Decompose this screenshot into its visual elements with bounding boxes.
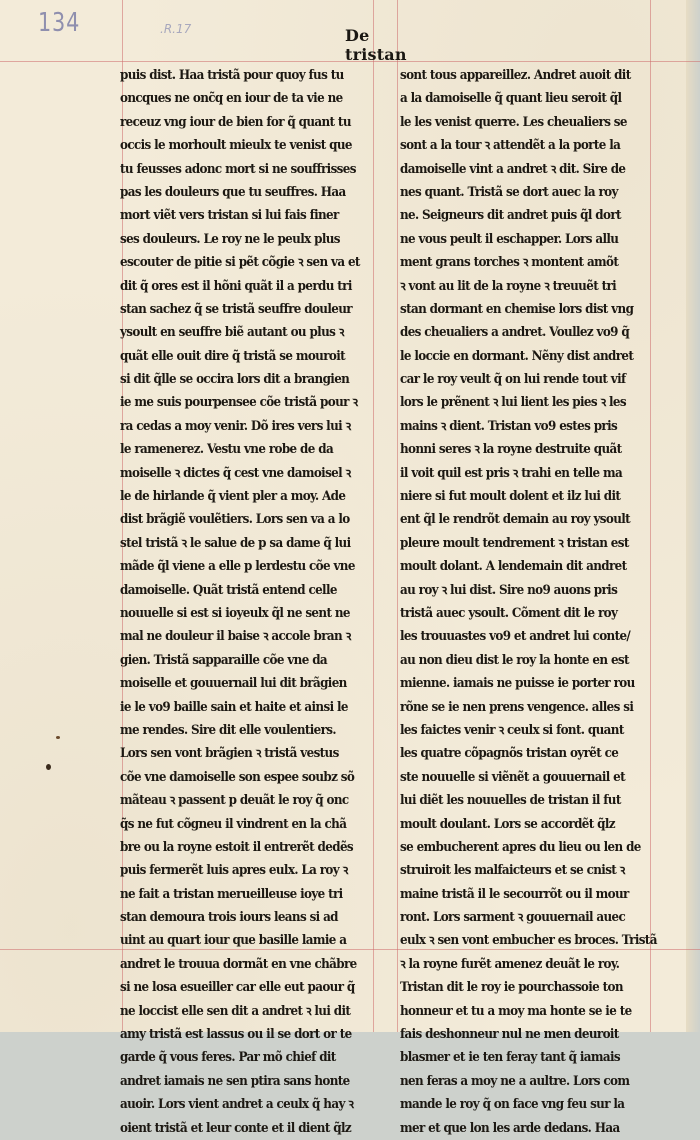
text-line: ꝛ la royne furẽt amenez deuãt le roy.: [400, 956, 620, 972]
text-line: ra cedas a moy venir. Dõ ires vers lui ꝛ: [120, 418, 351, 434]
text-line: Lors sen vont brãgien ꝛ tristã vestus: [120, 746, 339, 762]
text-line: ste nouuelle si viẽnẽt a gouuernail et: [400, 769, 626, 785]
text-line: ne fait a tristan merueilleuse ioye tri: [120, 886, 343, 902]
text-line: ne loccist elle sen dit a andret ꝛ lui dit: [120, 1003, 351, 1019]
text-line: damoiselle vint a andret ꝛ dit. Sire de: [400, 161, 626, 177]
text-line: honni seres ꝛ la royne destruite quãt: [400, 442, 622, 458]
text-line: dit q̃ ores est il hõni quãt il a perdu tri: [120, 278, 352, 294]
text-line: nouuelle si est si ioyeulx q̃l ne sent ne: [120, 605, 350, 621]
text-line: puis fermerẽt luis apres eulx. La roy ꝛ: [120, 863, 348, 879]
text-line: moiselle et gouuernail lui dit brãgien: [120, 676, 347, 692]
text-column-left: [120, 64, 375, 1140]
text-line: pas les douleurs que tu seuffres. Haa: [120, 184, 346, 200]
text-line: le de hirlande q̃ vient pler a moy. Ade: [120, 489, 346, 505]
text-line: nen feras a moy ne a aultre. Lors com: [400, 1073, 630, 1089]
text-line: struiroit les malfaicteurs et se cnist ꝛ: [400, 863, 625, 879]
text-line: mienne. iamais ne puisse ie porter rou: [400, 676, 635, 692]
rule-right-column-start: [397, 0, 398, 1032]
text-line: me rendes. Sire dit elle voulentiers.: [120, 722, 336, 738]
text-line: a la damoiselle q̃ quant lieu seroit q̃l: [400, 91, 622, 107]
text-line: pleure moult tendrement ꝛ tristan est: [400, 535, 629, 551]
text-line: puis dist. Haa tristã pour quoy fus tu: [120, 68, 344, 83]
text-line: ront. Lors sarment ꝛ gouuernail auec: [400, 910, 626, 926]
text-line: il voit quil est pris ꝛ trahi en telle ma: [400, 465, 623, 481]
text-line: stan demoura trois iours leans si ad: [120, 910, 338, 926]
text-line: ie me suis pourpensee cõe tristã pour ꝛ: [120, 395, 358, 411]
text-line: bre ou la royne estoit il entrerẽt dedẽs: [120, 839, 354, 855]
text-line: les faictes venir ꝛ ceulx si font. quant: [400, 722, 624, 738]
text-line: sont a la tour ꝛ attendẽt a la porte la: [400, 138, 621, 154]
text-line: au roy ꝛ lui dist. Sire no9 auons pris: [400, 582, 618, 598]
folio-number: 134: [38, 8, 81, 38]
text-line: mains ꝛ dient. Tristan vo9 estes pris: [400, 418, 618, 434]
text-line: gien. Tristã sapparaille cõe vne da: [120, 652, 328, 668]
text-line: les trouuastes vo9 et andret lui conte/: [400, 629, 631, 645]
text-line: honneur et tu a moy ma honte se ie te: [400, 1003, 632, 1019]
text-line: mal ne douleur il baise ꝛ accole bran ꝛ: [120, 629, 351, 645]
text-line: si ne losa esueiller car elle eut paour q̃: [120, 980, 355, 996]
text-line: rõne se ie nen prens vengence. alles si: [400, 699, 634, 715]
text-line: maine tristã il le secourrõt ou il mour: [400, 886, 629, 902]
ink-blot: [46, 764, 51, 770]
text-line: Tristan dit le roy ie pourchassoie ton: [400, 980, 623, 996]
text-line: les quatre cõpagnõs tristan oyrẽt ce: [400, 746, 619, 762]
running-head: De tristan: [345, 26, 407, 64]
text-line: eulx ꝛ sen vont embucher es broces. Tristã: [400, 933, 657, 949]
text-line: moult dolant. A lendemain dit andret: [400, 559, 627, 575]
text-line: amy tristã est lassus ou il se dort or te: [120, 1027, 352, 1043]
text-line: blasmer et ie ten feray tant q̃ iamais: [400, 1050, 620, 1066]
text-line: le loccie en dormant. Nẽny dist andret: [400, 348, 634, 364]
text-line: oncques ne onc̃q en iour de ta vie ne: [120, 91, 343, 107]
text-line: cõe vne damoiselle son espee soubz sõ: [120, 769, 355, 785]
text-line: niere si fut moult dolent et ilz lui dit: [400, 489, 621, 505]
text-line: le les venist querre. Les cheualiers se: [400, 114, 627, 130]
text-line: mer et que lon les arde dedans. Haa: [400, 1120, 620, 1136]
text-line: ysoult en seuffre biẽ autant ou plus ꝛ: [120, 325, 344, 341]
text-line: lui diẽt les nouuelles de tristan il fut: [400, 793, 621, 809]
text-line: car le roy veult q̃ on lui rende tout vif: [400, 372, 626, 388]
text-line: fais deshonneur nul ne men deuroit: [400, 1027, 619, 1043]
text-line: ne. Seigneurs dit andret puis q̃l dort: [400, 208, 621, 224]
text-line: occis le morhoult mieulx te venist que: [120, 138, 352, 154]
text-line: q̃s ne fut cõgneu il vindrent en la chã: [120, 816, 347, 832]
text-line: damoiselle. Quãt tristã entend celle: [120, 582, 337, 598]
text-line: escouter de pitie si pẽt cõgie ꝛ sen va et: [120, 255, 360, 271]
text-line: ses douleurs. Le roy ne le peulx plus: [120, 231, 340, 247]
text-line: uint au quart iour que basille lamie a: [120, 933, 347, 949]
text-line: oient tristã et leur conte et il dient q̃lz: [120, 1120, 352, 1136]
text-line: ꝛ vont au lit de la royne ꝛ treuuẽt tri: [400, 278, 617, 294]
text-line: sont tous appareillez. Andret auoit dit: [400, 68, 631, 83]
text-line: andret le trouua dormãt en vne chãbre: [120, 956, 357, 972]
text-line: ne vous peult il eschapper. Lors allu: [400, 231, 619, 247]
text-line: moiselle ꝛ dictes q̃ cest vne damoisel ꝛ: [120, 465, 351, 481]
text-line: mãteau ꝛ passent p deuãt le roy q̃ onc: [120, 793, 349, 809]
text-line: stan dormant en chemise lors dist vng: [400, 301, 634, 317]
text-line: le ramenerez. Vestu vne robe de da: [120, 442, 334, 458]
text-line: mande le roy q̃ on face vng feu sur la: [400, 1097, 625, 1113]
text-line: garde q̃ vous feres. Par mõ chief dit: [120, 1050, 336, 1066]
page-edge: [686, 0, 700, 1032]
text-line: auoir. Lors vient andret a ceulx q̃ hay ꝛ: [120, 1097, 354, 1113]
ink-spot: [56, 736, 60, 739]
text-line: des cheualiers a andret. Voullez vo9 q̃: [400, 325, 630, 341]
text-line: mort viẽt vers tristan si lui fais finer: [120, 208, 339, 224]
text-line: si dit q̃lle se occira lors dit a brangien: [120, 372, 350, 388]
text-line: moult doulant. Lors se accordẽt q̃lz: [400, 816, 615, 832]
text-line: tu feusses adonc mort si ne souffrisses: [120, 161, 356, 177]
shelfmark: .R.17: [160, 22, 192, 36]
text-line: quãt elle ouit dire q̃ tristã se mouroit: [120, 348, 345, 364]
text-line: dist brãgiẽ voulẽtiers. Lors sen va a lo: [120, 512, 350, 528]
text-column-right: [400, 64, 655, 1140]
text-line: stan sachez q̃ se tristã seuffre douleur: [120, 301, 352, 317]
text-line: se embucherent apres du lieu ou len de: [400, 839, 641, 855]
text-line: receuz vng iour de bien for q̃ quant tu: [120, 114, 351, 130]
text-line: lors le prẽnent ꝛ lui lient les pies ꝛ les: [400, 395, 627, 411]
text-line: ment grans torches ꝛ montent amõt: [400, 255, 619, 271]
text-line: ent q̃l le rendrõt demain au roy ysoult: [400, 512, 631, 528]
text-line: tristã auec ysoult. Cõment dit le roy: [400, 605, 618, 621]
text-line: stel tristã ꝛ le salue de p sa dame q̃ lui: [120, 535, 351, 551]
text-line: mãde q̃l viene a elle p lerdestu cõe vne: [120, 559, 355, 575]
text-line: ie le vo9 baille sain et haite et ainsi le: [120, 699, 348, 715]
text-line: nes quant. Tristã se dort auec la roy: [400, 184, 618, 200]
text-line: andret iamais ne sen ptira sans honte: [120, 1073, 350, 1089]
text-line: au non dieu dist le roy la honte en est: [400, 652, 629, 668]
